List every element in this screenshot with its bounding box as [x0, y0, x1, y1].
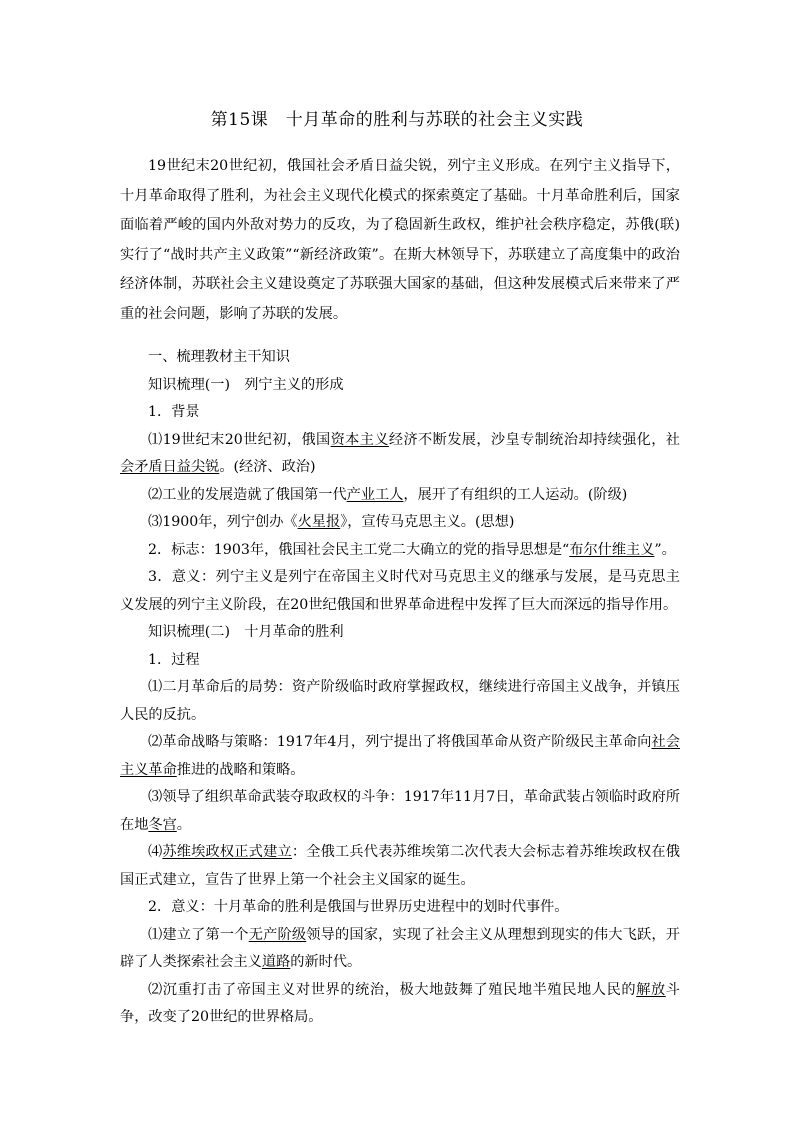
background-item-1: ⑴19世纪末20世纪初，俄国资本主义经济不断发展，沙皇专制统治却持续强化，社会矛盾日益尖锐。(经济、政治) [120, 431, 680, 475]
underlined-answer: 会矛盾日益尖锐 [120, 459, 220, 475]
underlined-answer: 社会主义革命 [120, 734, 680, 778]
significance-item-1: ⑴建立了第一个无产阶级领导的国家，实现了社会主义从理想到现实的伟大飞跃，开辟了人类探索社会主义道路的新时代。 [120, 926, 680, 970]
process-item-2: ⑵革命战略与策略：1917年4月，列宁提出了将俄国革命从资产阶级民主革命向社会主义革命推进的战略和策略。 [120, 734, 680, 778]
document-body [120, 344, 680, 1032]
lesson-title: 第15课 十月革命的胜利与苏联的社会主义实践 [210, 110, 584, 130]
underlined-answer: 苏维埃政权正式建立 [162, 844, 292, 860]
knowledge-heading-2: 知识梳理(二) 十月革命的胜利 [148, 624, 344, 640]
background-item-3: ⑶1900年，列宁创办《火星报》，宣传马克思主义。(思想) [148, 514, 515, 530]
section-heading: 一、梳理教材主干知识 [148, 349, 290, 365]
process-item-4: ⑷苏维埃政权正式建立：全俄工兵代表苏维埃第二次代表大会标志着苏维埃政权在俄国正式建立，宣告了世界上第一个社会主义国家的诞生。 [120, 844, 680, 888]
background-label: 1．背景 [148, 404, 200, 420]
process-item-1: ⑴二月革命后的局势：资产阶级临时政府掌握政权，继续进行帝国主义战争，并镇压人民的反抗。 [120, 679, 680, 723]
knowledge-heading-1: 知识梳理(一) 列宁主义的形成 [148, 376, 344, 393]
meaning-item: 3．意义：列宁主义是列宁在帝国主义时代对马克思主义的继承与发展，是马克思主义发展的列宁主义阶段，在20世纪俄国和世界革命进程中发挥了巨大而深远的指导作用。 [120, 569, 680, 613]
underlined-answer: 资本主义 [330, 431, 389, 448]
sign-item: 2．标志：1903年，俄国社会民主工党二大确立的党的指导思想是“布尔什维主义”。 [148, 541, 676, 558]
underlined-answer: 解放 [636, 981, 666, 998]
underlined-answer: 火星报 [297, 514, 341, 530]
significance-label: 2．意义：十月革命的胜利是俄国与世界历史进程中的划时代事件。 [148, 899, 569, 915]
process-label: 1．过程 [148, 651, 200, 668]
background-item-2: ⑵工业的发展造就了俄国第一代产业工人，展开了有组织的工人运动。(阶级) [148, 486, 628, 503]
underlined-answer: 道路 [261, 954, 291, 970]
intro-paragraph: 19世纪末20世纪初，俄国社会矛盾日益尖锐，列宁主义形成。在列宁主义指导下，十月革命取得了胜利，为社会主义现代化模式的探索奠定了基础。十月革命胜利后，国家面临着严峻的国内外敌对势力的反攻，为了稳固新生政权，维护社会秩序稳定，苏俄(联)实行了“战时共产主义政策”“新经济政策”。在斯大林领导下，苏联建立了高度集中的政治经济体制，苏联社会主义建设奠定了苏联强大国家的基础，但这种发展模式后来带来了严重的社会问题，影响了苏联的发展。 [120, 158, 680, 322]
process-item-3: ⑶领导了组织革命武装夺取政权的斗争：1917年11月7日，革命武装占领临时政府所在地冬宫。 [120, 789, 680, 833]
underlined-answer: 冬宫 [148, 816, 177, 833]
significance-item-2: ⑵沉重打击了帝国主义对世界的统治，极大地鼓舞了殖民地半殖民地人民的解放斗争，改变了20世纪的世界格局。 [120, 981, 680, 1025]
underlined-answer: 产业工人 [346, 486, 404, 503]
underlined-answer: 布尔什维主义 [569, 541, 655, 558]
underlined-answer: 无产阶级 [248, 926, 307, 943]
